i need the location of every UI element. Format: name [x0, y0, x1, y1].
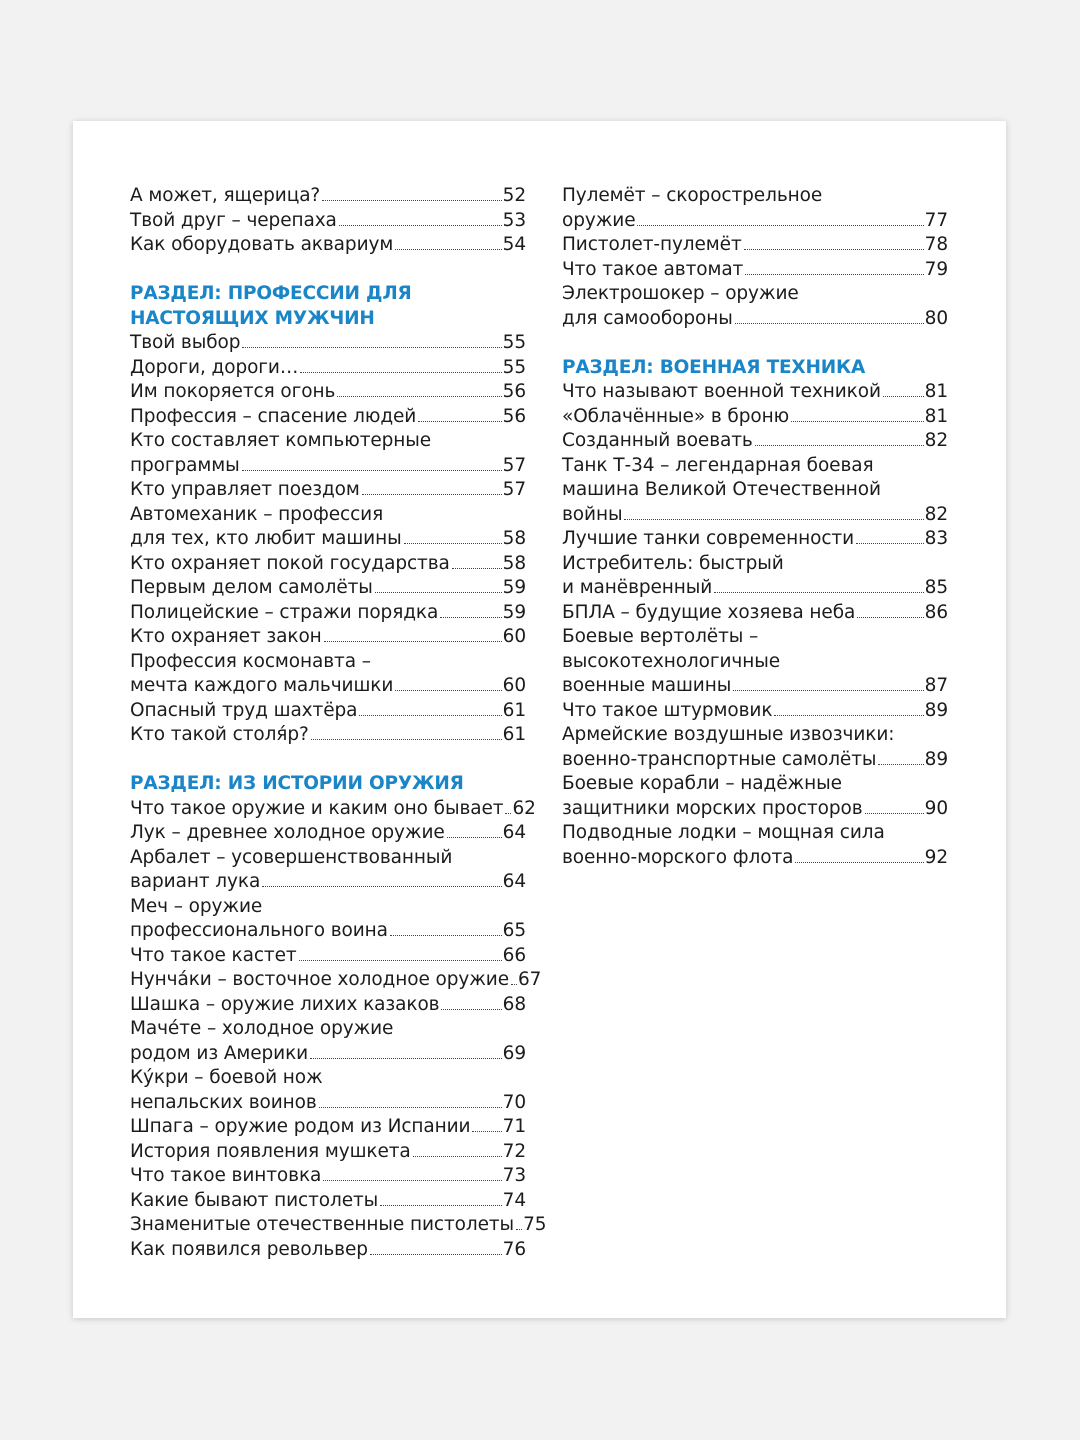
toc-entry-line — [130, 723, 526, 748]
dot-leader — [856, 543, 924, 544]
toc-entry-title: Что такое автомат — [562, 258, 744, 280]
toc-entry-line — [130, 1017, 526, 1042]
section-heading — [130, 772, 526, 797]
dot-leader — [323, 1180, 501, 1181]
dot-leader — [359, 715, 501, 716]
toc-entry-title: военно-морского флота — [562, 846, 794, 868]
dot-leader — [262, 886, 501, 887]
toc-entry[interactable] — [130, 625, 526, 650]
dot-leader — [242, 347, 501, 348]
toc-entry[interactable] — [130, 1238, 526, 1263]
dot-leader — [714, 592, 923, 593]
toc-entry[interactable] — [130, 1140, 526, 1165]
toc-entry-title: Кто охраняет покой государства — [130, 552, 450, 574]
dot-leader — [745, 274, 923, 275]
section-heading-line: НАСТОЯЩИХ МУЖЧИН — [130, 307, 375, 329]
toc-entry-title: Лучшие танки современности — [562, 528, 855, 549]
toc-entry-title: Боевые корабли – надёжные — [562, 773, 842, 794]
toc-page-number: 70 — [502, 1091, 526, 1113]
toc-entry-title: Боевые вертолёты – — [562, 626, 759, 647]
toc-page-number: 56 — [502, 405, 526, 427]
toc-entry-line — [562, 797, 948, 822]
dot-leader — [865, 813, 924, 814]
toc-page-number: 61 — [502, 699, 526, 721]
toc-entry-line — [130, 968, 542, 993]
dot-leader — [774, 715, 923, 716]
toc-entry-title: Что называют военной техникой — [562, 381, 881, 402]
toc-page-number: 86 — [924, 601, 948, 623]
dot-leader — [511, 984, 517, 985]
toc-entry-title: Нунча́ки – восточное холодное оружие — [130, 969, 509, 990]
dot-leader — [744, 249, 924, 250]
toc-entry-title: Шашка – оружие лихих казаков — [130, 993, 440, 1015]
toc-page-number: 64 — [502, 871, 526, 892]
toc-entry-line — [130, 478, 526, 503]
toc-entry-line — [130, 944, 526, 969]
toc-entry[interactable] — [130, 331, 526, 356]
toc-entry[interactable] — [562, 699, 948, 724]
toc-entry-title: Им покоряется огонь — [130, 381, 336, 402]
section-heading-line: РАЗДЕЛ: ПРОФЕССИИ ДЛЯ — [130, 283, 412, 304]
toc-entry-line — [562, 184, 948, 209]
toc-entry-line — [562, 454, 948, 479]
toc-entry-title: «Облачённые» в броню — [562, 405, 790, 427]
dot-leader — [795, 862, 923, 863]
toc-entry-title: защитники морских просторов — [562, 797, 863, 819]
toc-entry[interactable] — [130, 895, 526, 944]
dot-leader — [441, 1009, 501, 1010]
toc-entry-title: непальских воинов — [130, 1091, 317, 1113]
toc-entry[interactable] — [130, 380, 526, 405]
toc-entry-title: Кто составляет компьютерные — [130, 430, 432, 451]
toc-page-number: 82 — [924, 503, 948, 525]
toc-page-number: 56 — [502, 381, 526, 402]
toc-entry[interactable] — [562, 282, 948, 331]
toc-page-number: 89 — [924, 699, 948, 721]
section-heading — [130, 282, 526, 331]
dot-leader — [370, 1254, 502, 1255]
toc-entry-line — [562, 576, 948, 601]
toc-entry-title: Электрошокер – оружие — [562, 283, 799, 304]
toc-entry-title: БПЛА – будущие хозяева неба — [562, 601, 856, 623]
dot-leader — [413, 1156, 502, 1157]
toc-entry-line — [562, 258, 948, 283]
dot-leader — [733, 690, 923, 691]
toc-entry-title: мечта каждого мальчишки — [130, 675, 394, 696]
toc-page-number: 87 — [924, 675, 948, 696]
dot-leader — [883, 396, 924, 397]
toc-entry[interactable] — [130, 503, 526, 552]
toc-entry-line — [130, 650, 526, 675]
toc-entry-line — [130, 797, 536, 822]
toc-entry-title: Пулемёт – скорострельное — [562, 185, 823, 206]
toc-entry-line — [562, 478, 948, 503]
toc-entry[interactable] — [130, 576, 526, 601]
toc-page-number: 60 — [502, 675, 526, 696]
toc-entry-line — [130, 1066, 526, 1091]
toc-entry-title: Твой выбор — [130, 332, 241, 353]
toc-entry-line — [130, 1213, 547, 1238]
toc-page-number: 85 — [924, 577, 948, 598]
dot-leader — [637, 225, 923, 226]
toc-page-number: 59 — [502, 601, 526, 623]
toc-entry-title: Армейские воздушные извозчики: — [562, 724, 895, 745]
toc-entry[interactable] — [562, 233, 948, 258]
dot-leader — [472, 1131, 501, 1132]
dot-leader — [300, 372, 501, 373]
toc-entry-line — [562, 674, 948, 699]
toc-entry-title: Дороги, дороги… — [130, 356, 299, 378]
toc-entry[interactable] — [562, 625, 948, 699]
toc-entry-line — [130, 454, 526, 479]
toc-entry[interactable] — [130, 993, 526, 1018]
toc-page-number: 57 — [502, 454, 526, 476]
toc-entry-title: оружие — [562, 209, 636, 231]
toc-entry-line — [130, 209, 526, 234]
toc-entry[interactable] — [562, 380, 948, 405]
toc-entry[interactable] — [130, 797, 536, 822]
toc-entry-line — [562, 699, 948, 724]
toc-entry-title: Созданный воевать — [562, 430, 753, 451]
toc-entry-line — [130, 993, 526, 1018]
toc-entry[interactable] — [562, 552, 948, 601]
toc-entry-line — [562, 380, 948, 405]
toc-entry[interactable] — [562, 527, 948, 552]
toc-page-number: 64 — [502, 822, 526, 843]
toc-entry[interactable] — [130, 1189, 526, 1214]
dot-leader — [878, 764, 923, 765]
toc-page-number: 78 — [924, 234, 948, 255]
toc-entry-title: Пистолет-пулемёт — [562, 234, 742, 255]
dot-leader — [404, 543, 502, 544]
dot-leader — [447, 837, 502, 838]
toc-entry-title: Танк Т-34 – легендарная боевая — [562, 454, 874, 476]
toc-entry-line — [130, 184, 526, 209]
toc-entry-title: Профессия – спасение людей — [130, 405, 417, 427]
dot-leader — [755, 445, 924, 446]
dot-leader — [440, 617, 501, 618]
toc-entry-line — [130, 356, 526, 381]
toc-page-number: 81 — [924, 381, 948, 402]
dot-leader — [395, 690, 501, 691]
toc-entry-title: Автомеханик – профессия — [130, 503, 384, 525]
toc-entry-line — [130, 601, 526, 626]
toc-entry-line — [130, 699, 526, 724]
toc-entry-title: Опасный труд шахтёра — [130, 699, 358, 721]
toc-entry-line — [130, 821, 526, 846]
toc-entry-title: Лук – древнее холодное оружие — [130, 822, 445, 843]
toc-page-number: 57 — [502, 479, 526, 500]
toc-entry-title: Кто охраняет закон — [130, 626, 322, 647]
toc-entry-title: Истребитель: быстрый — [562, 552, 784, 574]
toc-page-number: 71 — [502, 1116, 526, 1137]
toc-entry-title: Как оборудовать аквариум — [130, 234, 394, 255]
toc-page-number: 55 — [502, 356, 526, 378]
toc-entry-title: для тех, кто любит машины — [130, 528, 402, 549]
toc-entry[interactable] — [130, 233, 526, 258]
toc-page-number: 61 — [502, 724, 526, 745]
toc-entry-title: Арбалет – усовершенствованный — [130, 846, 453, 868]
toc-entry[interactable] — [562, 601, 948, 626]
toc-entry-title: Профессия космонавта – — [130, 650, 371, 672]
toc-entry-line — [562, 527, 948, 552]
section-heading-line: РАЗДЕЛ: ИЗ ИСТОРИИ ОРУЖИЯ — [130, 773, 464, 794]
toc-entry[interactable] — [562, 258, 948, 283]
toc-entry-line — [562, 405, 948, 430]
toc-entry-title: Кто такой столя́р? — [130, 724, 309, 745]
toc-entry-line — [562, 209, 948, 234]
toc-entry[interactable] — [562, 184, 948, 233]
toc-entry-line — [562, 429, 948, 454]
toc-entry-title: Полицейские – стражи порядка — [130, 601, 439, 623]
toc-entry[interactable] — [562, 454, 948, 528]
dot-leader — [311, 739, 502, 740]
toc-page-number: 82 — [924, 430, 948, 451]
toc-entry[interactable] — [130, 405, 526, 430]
toc-entry-line — [562, 650, 948, 675]
toc-entry-line — [130, 1091, 526, 1116]
toc-entry[interactable] — [130, 699, 526, 724]
toc-entry-line — [562, 846, 948, 871]
dot-leader — [319, 1107, 502, 1108]
toc-entry-title: Что такое штурмовик — [562, 699, 773, 721]
toc-entry-title: высокотехнологичные — [562, 650, 781, 672]
dot-leader — [322, 200, 502, 201]
toc-entry-title: Какие бывают пистолеты — [130, 1189, 379, 1211]
toc-entry-line — [562, 282, 948, 307]
toc-entry-line — [130, 895, 526, 920]
toc-entry[interactable] — [130, 478, 526, 503]
toc-entry[interactable] — [130, 1066, 526, 1115]
dot-leader — [310, 1058, 502, 1059]
toc-entry[interactable] — [130, 1115, 526, 1140]
toc-entry-line — [130, 674, 526, 699]
toc-page-number: 92 — [924, 846, 948, 868]
dot-leader — [362, 494, 502, 495]
toc-entry-title: Знаменитые отечественные пистолеты — [130, 1214, 515, 1235]
toc-entry[interactable] — [130, 1017, 526, 1066]
section-heading — [562, 356, 948, 381]
toc-entry-line — [130, 331, 526, 356]
toc-right-column — [562, 184, 948, 870]
dot-leader — [380, 1205, 501, 1206]
toc-entry-title: Первым делом самолёты — [130, 577, 373, 598]
toc-entry[interactable] — [130, 184, 526, 209]
toc-entry-title: Твой друг – черепаха — [130, 209, 337, 231]
toc-entry-title: А может, ящерица? — [130, 185, 321, 206]
dot-leader — [452, 568, 502, 569]
toc-entry[interactable] — [130, 1213, 547, 1238]
toc-entry-title: Кто управляет поездом — [130, 479, 360, 500]
toc-entry-title: Что такое винтовка — [130, 1165, 322, 1186]
toc-entry-line — [562, 723, 948, 748]
toc-page-number: 58 — [502, 528, 526, 549]
book-page — [73, 121, 1006, 1318]
toc-entry-title: родом из Америки — [130, 1042, 309, 1064]
toc-page-number: 62 — [512, 797, 536, 819]
dot-leader — [324, 641, 502, 642]
toc-entry-title: Ку́кри – боевой нож — [130, 1067, 323, 1088]
toc-entry-line — [562, 601, 948, 626]
toc-entry[interactable] — [130, 356, 526, 381]
toc-entry[interactable] — [130, 968, 542, 993]
toc-page-number: 58 — [502, 552, 526, 574]
toc-entry-line — [562, 307, 948, 332]
toc-page-number: 90 — [924, 797, 948, 819]
toc-page-number: 79 — [924, 258, 948, 280]
toc-entry-line — [562, 233, 948, 258]
toc-entry-title: Меч – оружие — [130, 895, 263, 917]
toc-page-number: 83 — [924, 528, 948, 549]
toc-entry-line — [130, 846, 526, 871]
toc-entry[interactable] — [130, 723, 526, 748]
toc-entry-line — [130, 527, 526, 552]
toc-entry-line — [562, 748, 948, 773]
dot-leader — [735, 323, 924, 324]
toc-entry-title: История появления мушкета — [130, 1140, 411, 1162]
toc-page-number: 53 — [502, 209, 526, 231]
toc-page-number: 72 — [502, 1140, 526, 1162]
toc-entry[interactable] — [130, 944, 526, 969]
toc-entry-title: машина Великой Отечественной — [562, 479, 881, 500]
toc-page-number: 54 — [502, 234, 526, 255]
toc-entry-title: военно-транспортные самолёты — [562, 748, 877, 770]
dot-leader — [857, 617, 923, 618]
toc-entry-line — [130, 870, 526, 895]
dot-leader — [516, 1229, 522, 1230]
toc-entry-line — [130, 1115, 526, 1140]
toc-entry[interactable] — [130, 209, 526, 234]
toc-page-number: 60 — [502, 626, 526, 647]
toc-page-number: 89 — [924, 748, 948, 770]
dot-leader — [337, 396, 501, 397]
toc-page-number: 65 — [502, 920, 526, 941]
dot-leader — [299, 960, 502, 961]
toc-entry-title: Подводные лодки – мощная сила — [562, 822, 885, 843]
toc-entry-line — [562, 821, 948, 846]
toc-entry[interactable] — [562, 821, 948, 870]
toc-entry-line — [130, 919, 526, 944]
toc-entry-line — [562, 772, 948, 797]
toc-entry-title: Маче́те – холодное оружие — [130, 1018, 394, 1039]
toc-page-number: 67 — [517, 969, 542, 990]
toc-entry-line — [130, 1189, 526, 1214]
toc-entry-line — [130, 552, 526, 577]
toc-entry-line — [562, 503, 948, 528]
toc-page-number: 55 — [502, 332, 526, 353]
toc-entry-line — [130, 1164, 526, 1189]
toc-page-number: 66 — [502, 944, 526, 966]
toc-entry[interactable] — [562, 723, 948, 772]
toc-page-number: 80 — [924, 307, 948, 329]
toc-page-number: 76 — [502, 1238, 526, 1260]
toc-entry[interactable] — [130, 429, 526, 478]
dot-leader — [418, 421, 501, 422]
toc-entry-title: для самообороны — [562, 307, 733, 329]
toc-entry-line — [130, 576, 526, 601]
toc-entry-line — [130, 405, 526, 430]
toc-entry-title: и манёвренный — [562, 577, 713, 598]
toc-page-number: 74 — [502, 1189, 526, 1211]
dot-leader — [624, 519, 923, 520]
dot-leader — [390, 935, 502, 936]
toc-page-number: 68 — [502, 993, 526, 1015]
toc-page-number: 81 — [924, 405, 948, 427]
toc-entry[interactable] — [130, 552, 526, 577]
toc-page-number: 77 — [924, 209, 948, 231]
dot-leader — [395, 249, 501, 250]
toc-entry-title: вариант лука — [130, 871, 261, 892]
toc-page-number: 52 — [502, 185, 526, 206]
toc-entry[interactable] — [130, 650, 526, 699]
toc-entry-line — [130, 380, 526, 405]
toc-entry-line — [130, 1042, 526, 1067]
toc-entry-title: военные машины — [562, 675, 732, 696]
toc-entry-title: профессионального воина — [130, 920, 388, 941]
dot-leader — [375, 592, 502, 593]
dot-leader — [505, 813, 511, 814]
toc-entry[interactable] — [562, 772, 948, 821]
toc-entry[interactable] — [130, 846, 526, 895]
section-heading-line: РАЗДЕЛ: ВОЕННАЯ ТЕХНИКА — [562, 356, 866, 378]
toc-entry-title: Что такое оружие и каким оно бывает — [130, 797, 504, 819]
toc-entry[interactable] — [562, 429, 948, 454]
toc-entry-line — [562, 552, 948, 577]
toc-entry-line — [130, 1238, 526, 1263]
dot-leader — [791, 421, 924, 422]
dot-leader — [339, 225, 502, 226]
toc-entry-title: программы — [130, 454, 240, 476]
toc-page-number: 73 — [502, 1165, 526, 1186]
toc-entry[interactable] — [562, 405, 948, 430]
toc-entry[interactable] — [130, 821, 526, 846]
toc-entry-title: Что такое кастет — [130, 944, 297, 966]
dot-leader — [242, 470, 502, 471]
toc-entry-line — [130, 429, 526, 454]
toc-entry-title: Шпага – оружие родом из Испании — [130, 1116, 471, 1137]
toc-page-number: 75 — [523, 1214, 547, 1235]
toc-entry-line — [562, 625, 948, 650]
toc-entry-line — [130, 625, 526, 650]
toc-entry-line — [130, 1140, 526, 1165]
toc-entry[interactable] — [130, 601, 526, 626]
toc-entry[interactable] — [130, 1164, 526, 1189]
toc-entry-line — [130, 233, 526, 258]
toc-left-column — [130, 184, 547, 1262]
toc-entry-title: войны — [562, 503, 623, 525]
toc-entry-title: Как появился револьвер — [130, 1238, 368, 1260]
toc-page-number: 69 — [502, 1042, 526, 1064]
toc-page-number: 59 — [502, 577, 526, 598]
toc-entry-line — [130, 503, 526, 528]
